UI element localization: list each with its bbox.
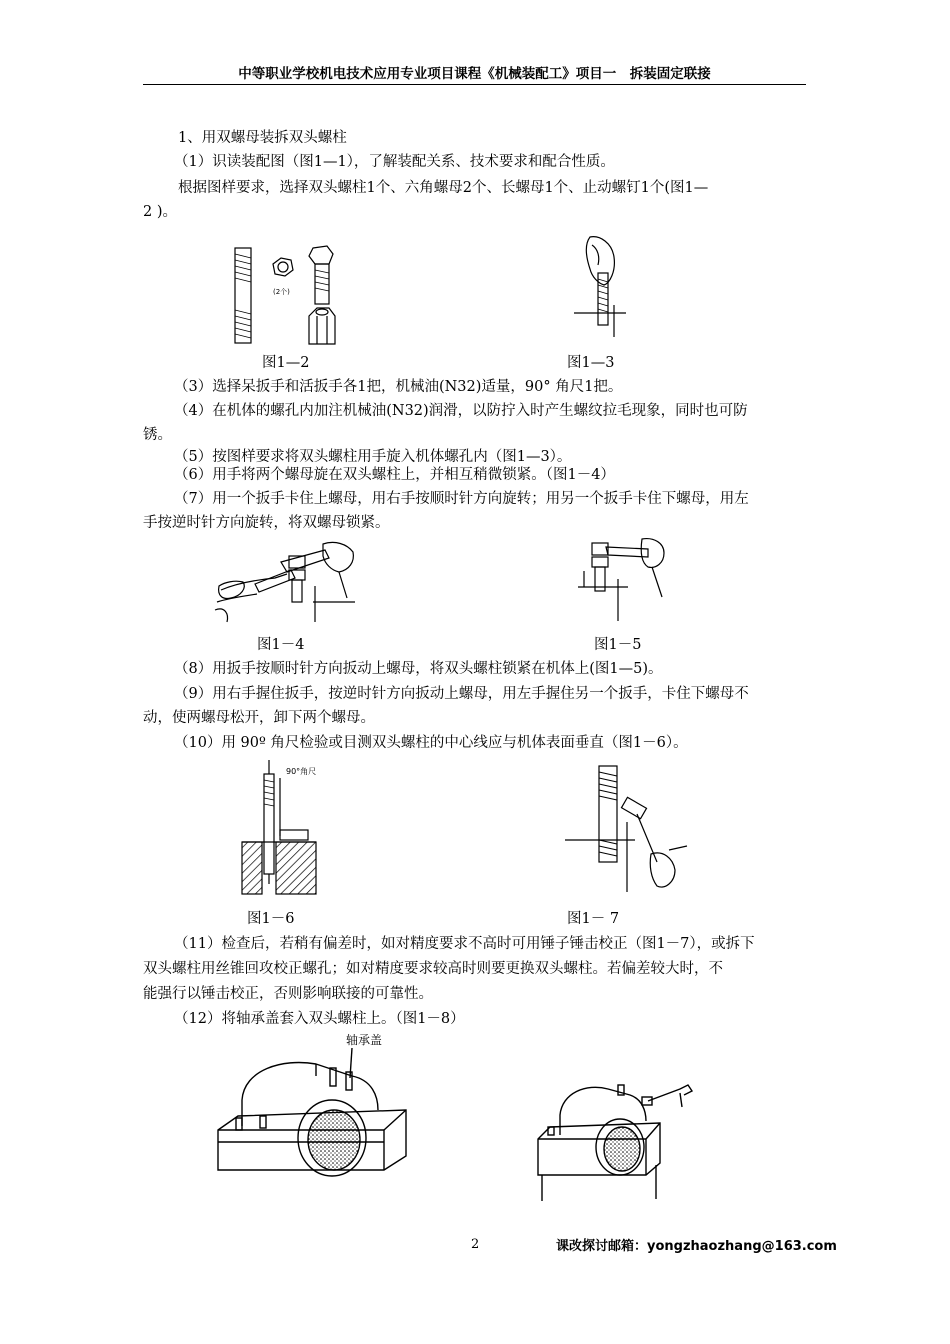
figure-1-6-label: 90°角尺: [286, 767, 317, 776]
figure-1-2-label: (2个): [273, 288, 290, 296]
figure-1-8-bearing-cap-left: [212, 1030, 422, 1198]
footer-email: 课改探讨邮箱：yongzhaozhang@163.com: [556, 1239, 837, 1254]
figure-1-8-bearing-cap-right: [530, 1075, 700, 1203]
paragraph: （8）用扳手按顺时针方向扳动上螺母，将双头螺柱锁紧在机体上(图1—5)。: [174, 661, 663, 677]
paragraph: 动，使两螺母松开，卸下两个螺母。: [143, 710, 375, 726]
figure-1-2-stud-nuts: [225, 240, 365, 350]
paragraph: 能强行以锤击校正，否则影响联接的可靠性。: [143, 986, 433, 1002]
figure-1-2-caption: 图1—2: [262, 355, 310, 371]
paragraph: （9）用右手握住扳手，按逆时针方向扳动上螺母，用左手握住另一个扳手，卡住下螺母不: [174, 686, 749, 702]
figure-1-6-square-check: [236, 760, 336, 900]
figure-1-7-caption: 图1－ 7: [567, 911, 620, 927]
paragraph: （12）将轴承盖套入双头螺柱上。（图1－8）: [174, 1011, 465, 1027]
paragraph: （6）用手将两个螺母旋在双头螺柱上，并相互稍微锁紧。（图1－4）: [174, 467, 615, 483]
page-number: 2: [471, 1237, 480, 1252]
paragraph: （5）按图样要求将双头螺柱用手旋入机体螺孔内（图1—3）。: [174, 449, 572, 465]
figure-1-3-hand-screwing: [570, 235, 630, 340]
paragraph: （11）检查后，若稍有偏差时，如对精度要求不高时可用锤子锤击校正（图1－7），或拆下: [174, 936, 755, 952]
paragraph: （7）用一个扳手卡住上螺母，用右手按顺时针方向旋转；用另一个扳手卡住下螺母，用左: [174, 491, 749, 507]
figure-1-3-caption: 图1—3: [567, 355, 615, 371]
paragraph: 锈。: [143, 427, 172, 443]
figure-1-5-wrench-tighten: [578, 535, 668, 625]
paragraph: 根据图样要求，选择双头螺柱1个、六角螺母2个、长螺母1个、止动螺钉1个(图1—: [178, 180, 709, 196]
paragraph: 手按逆时针方向旋转，将双螺母锁紧。: [143, 515, 390, 531]
section-heading: 1、用双螺母装拆双头螺柱: [178, 130, 347, 146]
figure-1-5-caption: 图1－5: [594, 637, 642, 653]
page-header: 中等职业学校机电技术应用专业项目课程《机械装配工》项目一 拆装固定联接: [143, 64, 806, 85]
figure-1-4-caption: 图1－4: [257, 637, 305, 653]
paragraph: （1）识读装配图（图1—1），了解装配关系、技术要求和配合性质。: [174, 154, 615, 170]
paragraph: 双头螺柱用丝锥回攻校正螺孔；如对精度要求较高时则要更换双头螺柱。若偏差较大时，不: [143, 961, 723, 977]
paragraph: （10）用 90º 角尺检验或目测双头螺柱的中心线应与机体表面垂直（图1－6）。: [174, 735, 688, 751]
figure-1-4-two-wrenches: [215, 540, 360, 625]
figure-1-6-caption: 图1－6: [247, 911, 295, 927]
paragraph: （3）选择呆扳手和活扳手各1把，机械油(N32)适量，90° 角尺1把。: [174, 379, 623, 395]
paragraph: 2 )。: [143, 204, 177, 220]
figure-1-7-hammer-correction: [565, 762, 690, 897]
paragraph: （4）在机体的螺孔内加注机械油(N32)润滑，以防拧入时产生螺纹拉毛现象，同时也可防: [174, 403, 748, 419]
figure-1-8-label: 轴承盖: [346, 1033, 383, 1047]
